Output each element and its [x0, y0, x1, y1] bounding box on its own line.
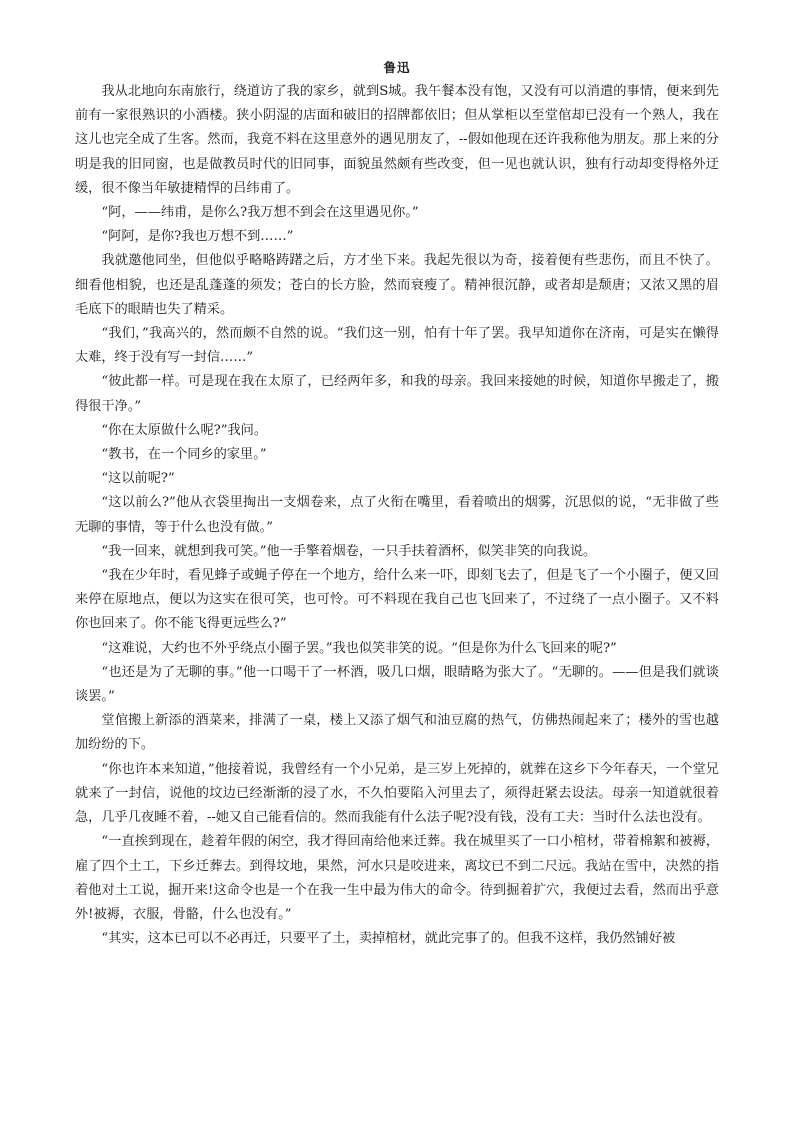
- paragraph: “这以前呢?”: [101, 471, 175, 487]
- paragraph: 我就邀他同坐，但他似乎略略踌躇之后，方才坐下来。我起先很以为奇，接着便有些悲伤，而且不快了。细看他相貌，也还是乱蓬蓬的须发；苍白的长方脸，然而衰瘦了。精神很沉静，或者却是颓唐；又浓又黑的眉毛底下的眼睛也失了精采。: [75, 253, 719, 317]
- paragraph: “我们，”我高兴的，然而颇不自然的说。“我们这一别，怕有十年了罢。我早知道你在济南，可是实在懒得太难，终于没有写一封信……”: [75, 326, 719, 366]
- paragraph: “阿阿，是你?我也万想不到……”: [101, 229, 294, 245]
- paragraph: “其实，这本已可以不必再迁，只要平了土，卖掉棺材，就此完事了的。但我不这样，我仍然铺好被: [101, 931, 676, 947]
- paragraph: “也还是为了无聊的事。”他一口喝干了一杯酒，吸几口烟，眼睛略为张大了。“无聊的。——但是我们就谈谈罢。”: [75, 664, 719, 705]
- paragraph: “一直挨到现在，趁着年假的闲空，我才得回南给他来迁葬。我在城里买了一口小棺材，带着棉絮和被褥，雇了四个土工，下乡迁葬去。到得坟地，果然，河水只是咬进来，离坟已不到二尺远。我站在雪中，决然的指着他对土工说，掘开来!这命令也是一个在我一生中最为伟大的命令。待到掘着扩穴，我便过去看，然而出乎意外!被褥，衣服，骨骼，什么也没有。”: [75, 834, 719, 922]
- paragraph: “教书，在一个同乡的家里。”: [101, 447, 267, 463]
- paragraph: “你在太原做什么呢?”我问。: [101, 422, 268, 438]
- author-name: 鲁迅: [383, 60, 411, 75]
- document-page: [75, 58, 719, 951]
- paragraph: “我一回来，就想到我可笑。”他一手擎着烟卷，一只手扶着酒杯，似笑非笑的向我说。: [101, 543, 597, 559]
- paragraph: “我在少年时，看见蜂子或蝇子停在一个地方，给什么来一吓，即刻飞去了，但是飞了一个小圈子，便又回来停在原地点，便以为这实在很可笑，也可怜。可不料现在我自己也飞回来了，不过绕了一点小圈子。又不料你也回来了。你不能飞得更远些么?”: [75, 568, 719, 632]
- paragraph: “这以前么?”他从衣袋里掏出一支烟卷来，点了火衔在嘴里，看着喷出的烟雾，沉思似的说，“无非做了些无聊的事情，等于什么也没有做。”: [75, 495, 719, 535]
- paragraph: “你也许本来知道，”他接着说，我曾经有一个小兄弟，是三岁上死掉的，就葬在这乡下今年春天，一个堂兄就来了一封信，说他的坟边已经渐渐的浸了水，不久怕要陷入河里去了，须得赶紧去设法。母亲一知道就很着急，几乎几夜睡不着，--她又自己能看信的。然而我能有什么法子呢?没有钱，没有工夫：当时什么法也没有。: [75, 761, 719, 826]
- paragraph: 堂倌搬上新添的酒菜来，排满了一桌，楼上又添了烟气和油豆腐的热气，仿佛热闹起来了；楼外的雪也越加纷纷的下。: [75, 713, 719, 753]
- paragraph: “阿，——纬甫，是你么?我万想不到会在这里遇见你。”: [101, 205, 419, 221]
- paragraph: “彼此都一样。可是现在我在太原了，已经两年多，和我的母亲。我回来接她的时候，知道你早搬走了，搬得很干净。”: [75, 374, 719, 414]
- article-body: [75, 80, 719, 951]
- paragraph: 我从北地向东南旅行，绕道访了我的家乡，就到S城。我午餐本没有饱，又没有可以消遣的事情，便来到先前有一家很熟识的小酒楼。狭小阴湿的店面和破旧的招牌都依旧；但从掌柜以至堂倌却已没有一个熟人，我在这儿也完全成了生客。然而，我竟不料在这里意外的遇见朋友了，--假如他现在还许我称他为朋友。那上来的分明是我的旧同窗，也是做教员时代的旧同事，面貌虽然颇有些改变，但一见也就认识，独有行动却变得格外迂缓，很不像当年敏捷精悍的吕纬甫了。: [75, 84, 719, 196]
- paragraph: “这难说，大约也不外乎绕点小圈子罢。”我也似笑非笑的说。“但是你为什么飞回来的呢?”: [101, 640, 617, 656]
